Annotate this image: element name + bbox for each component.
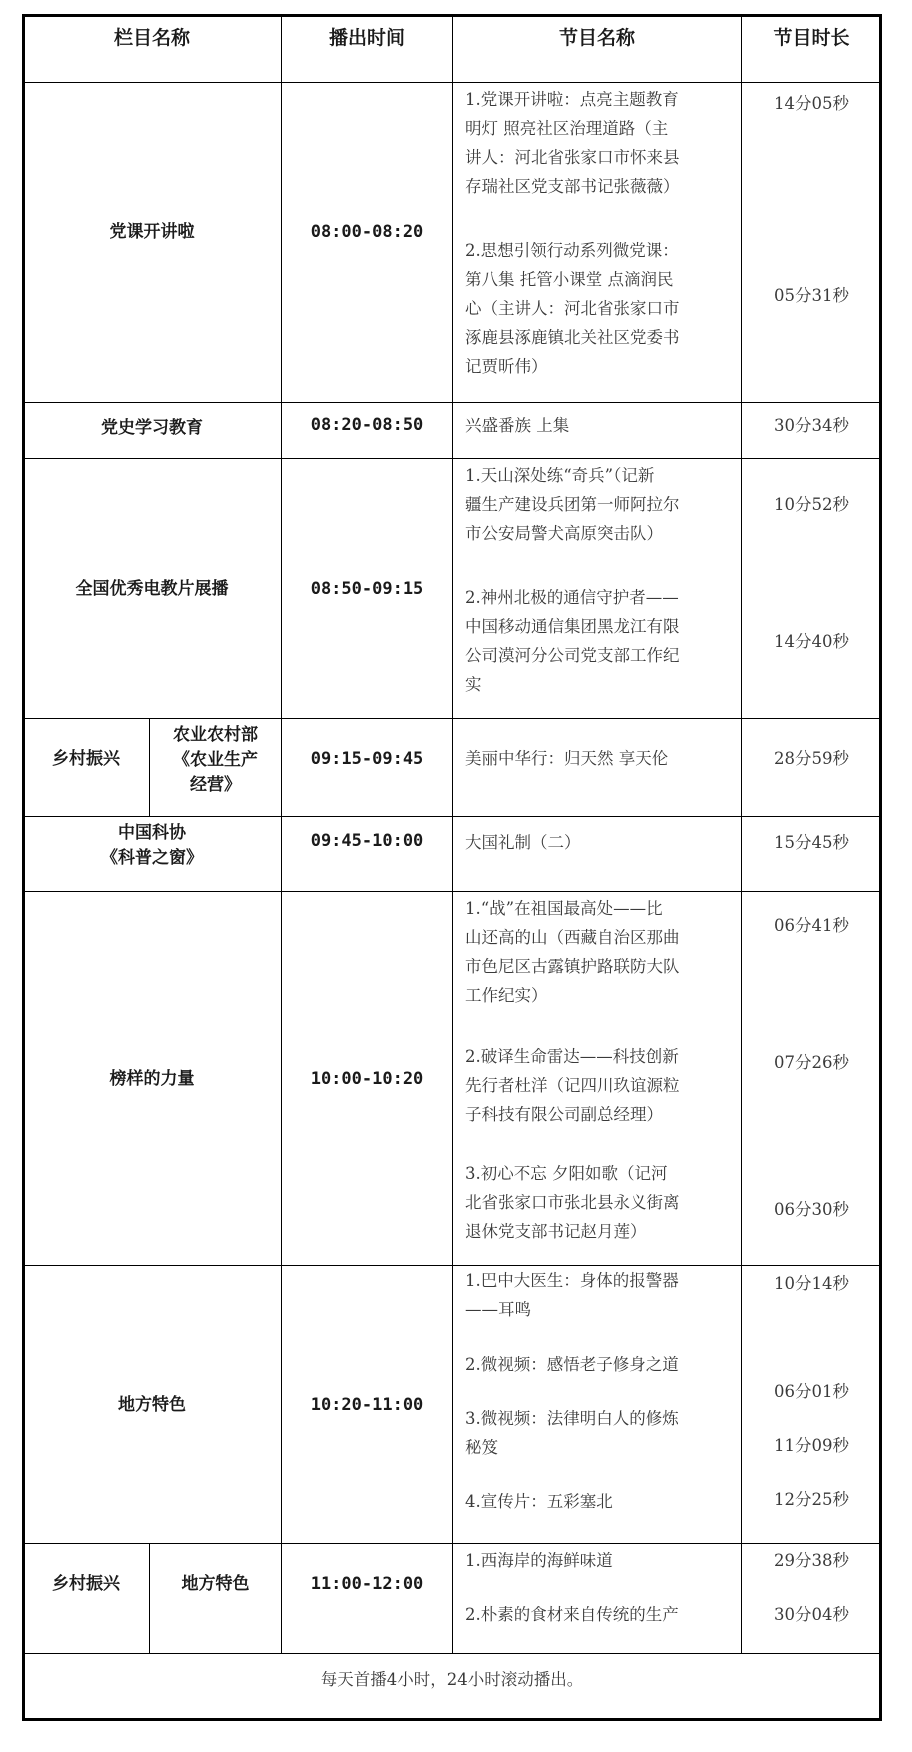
program-duration: 14分40秒 [774, 632, 849, 651]
row-column-name: 党史学习教育 [22, 402, 282, 459]
program-title: 4.宣传片：五彩塞北 [465, 1492, 613, 1511]
row-programs [452, 718, 742, 817]
row-air-time: 08:00-08:20 [281, 82, 453, 403]
row-durations [741, 402, 882, 459]
row-durations [741, 891, 882, 1266]
row-durations [741, 458, 882, 719]
header-column-name: 栏目名称 [22, 14, 282, 83]
header-duration: 节目时长 [741, 14, 882, 83]
row-column-name: 乡村振兴 [22, 718, 150, 817]
row-air-time: 09:15-09:45 [281, 718, 453, 817]
program-title: 美丽中华行：归天然 享天伦 [465, 749, 669, 768]
program-title: 3.微视频：法律明白人的修炼 秘笈 [465, 1409, 679, 1457]
header-air-time: 播出时间 [281, 14, 453, 83]
program-duration: 30分04秒 [774, 1605, 849, 1624]
program-duration: 12分25秒 [774, 1490, 849, 1509]
program-duration: 14分05秒 [774, 94, 849, 113]
program-duration: 30分34秒 [774, 416, 849, 435]
row-column-name: 乡村振兴 [22, 1543, 150, 1654]
program-duration: 15分45秒 [774, 833, 849, 852]
row-programs [452, 891, 742, 1266]
program-duration: 10分14秒 [774, 1274, 849, 1293]
program-title: 2.思想引领行动系列微党课： 第八集 托管小课堂 点滴润民 心（主讲人：河北省张家口市 涿鹿县涿鹿镇北关社区党委书 记贾昕伟） [465, 241, 680, 376]
row-durations [741, 1265, 882, 1544]
row-air-time: 09:45-10:00 [281, 816, 453, 892]
row-column-name: 中国科协 《科普之窗》 [22, 816, 282, 892]
program-title: 兴盛番族 上集 [465, 416, 570, 435]
program-duration: 07分26秒 [774, 1053, 849, 1072]
program-title: 2.朴素的食材来自传统的生产 [465, 1605, 679, 1624]
row-programs [452, 1543, 742, 1654]
program-duration: 06分41秒 [774, 916, 849, 935]
program-duration: 11分09秒 [774, 1436, 849, 1455]
row-programs [452, 458, 742, 719]
schedule-footer-note: 每天首播4小时，24小时滚动播出。 [22, 1653, 882, 1721]
row-durations [741, 1543, 882, 1654]
row-programs [452, 82, 742, 403]
row-air-time: 10:20-11:00 [281, 1265, 453, 1544]
row-sub-column-name: 农业农村部 《农业生产 经营》 [149, 718, 282, 817]
row-column-name: 党课开讲啦 [22, 82, 282, 403]
row-air-time: 08:50-09:15 [281, 458, 453, 719]
program-title: 1.党课开讲啦：点亮主题教育 明灯 照亮社区治理道路（主 讲人：河北省张家口市怀来县 存瑞社区党支部书记张薇薇） [465, 90, 680, 196]
program-duration: 28分59秒 [774, 749, 849, 768]
row-air-time: 10:00-10:20 [281, 891, 453, 1266]
row-column-name: 全国优秀电教片展播 [22, 458, 282, 719]
program-duration: 05分31秒 [774, 286, 849, 305]
row-programs [452, 816, 742, 892]
program-title: 3.初心不忘 夕阳如歌（记河 北省张家口市张北县永义街离 退休党支部书记赵月莲） [465, 1164, 680, 1241]
program-duration: 06分30秒 [774, 1200, 849, 1219]
program-title: 1.巴中大医生：身体的报警器 ——耳鸣 [465, 1271, 679, 1319]
row-air-time: 08:20-08:50 [281, 402, 453, 459]
program-title: 2.神州北极的通信守护者—— 中国移动通信集团黑龙江有限 公司漠河分公司党支部工作纪 实 [465, 588, 680, 694]
program-duration: 10分52秒 [774, 495, 849, 514]
row-air-time: 11:00-12:00 [281, 1543, 453, 1654]
program-title: 2.微视频：感悟老子修身之道 [465, 1355, 679, 1374]
program-duration: 29分38秒 [774, 1551, 849, 1570]
program-title: 1.“战”在祖国最高处——比 山还高的山（西藏自治区那曲 市色尼区古露镇护路联防大队 工作纪实） [465, 899, 680, 1005]
program-title: 大国礼制（二） [465, 833, 581, 852]
row-column-name: 地方特色 [22, 1265, 282, 1544]
row-column-name: 榜样的力量 [22, 891, 282, 1266]
row-durations [741, 816, 882, 892]
row-durations [741, 718, 882, 817]
program-duration: 06分01秒 [774, 1382, 849, 1401]
row-programs [452, 1265, 742, 1544]
row-sub-column-name: 地方特色 [149, 1543, 282, 1654]
program-title: 2.破译生命雷达——科技创新 先行者杜洋（记四川玖谊源粒 子科技有限公司副总经理） [465, 1047, 680, 1124]
header-program-name: 节目名称 [452, 14, 742, 83]
program-title: 1.天山深处练“奇兵”（记新 疆生产建设兵团第一师阿拉尔 市公安局警犬高原突击队） [465, 466, 680, 543]
program-title: 1.西海岸的海鲜味道 [465, 1551, 613, 1570]
row-programs [452, 402, 742, 459]
row-durations [741, 82, 882, 403]
